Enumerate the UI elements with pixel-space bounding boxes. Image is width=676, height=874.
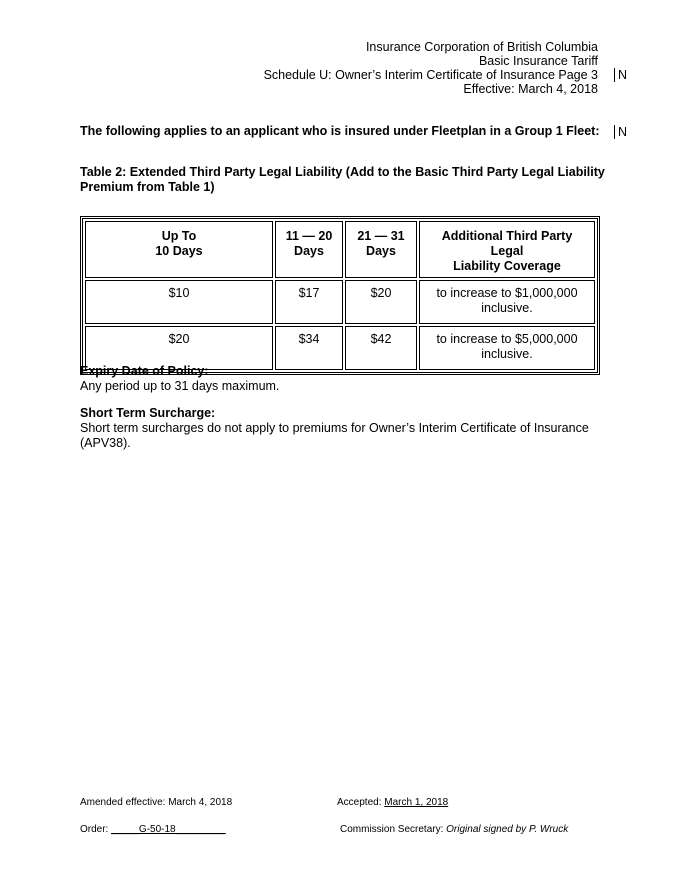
- column-header: Up To 10 Days: [85, 221, 273, 278]
- table-cell: to increase to $5,000,000 inclusive.: [419, 326, 595, 370]
- commission-signature: Original signed by P. Wruck: [446, 824, 569, 835]
- column-header: Additional Third Party Legal Liability Coverage: [419, 221, 595, 278]
- liability-table: [80, 216, 600, 375]
- expiry-section: [80, 364, 600, 394]
- table-header-row: [85, 221, 595, 278]
- commission-label: Commission Secretary:: [340, 824, 444, 835]
- commission-line: [340, 824, 568, 835]
- table-cell: $34: [275, 326, 343, 370]
- table-cell: $10: [85, 280, 273, 324]
- accepted-label: Accepted:: [337, 797, 382, 808]
- table-cell: $20: [345, 280, 417, 324]
- document-header: [264, 40, 598, 96]
- table-row: [85, 280, 595, 324]
- margin-mark-new: N: [614, 68, 627, 82]
- surcharge-heading: Short Term Surcharge:: [80, 406, 216, 420]
- order-label: Order:: [80, 824, 109, 835]
- intro-statement: The following applies to an applicant who is insured under Fleetplan in a Group 1 Fleet:: [80, 124, 600, 138]
- table-cell: to increase to $1,000,000 inclusive.: [419, 280, 595, 324]
- column-header: 21 — 31 Days: [345, 221, 417, 278]
- surcharge-text: Short term surcharges do not apply to premiums for Owner’s Interim Certificate of Insurance (APV38).: [80, 421, 589, 450]
- accepted-date: March 1, 2018: [384, 797, 449, 808]
- table-cell: $17: [275, 280, 343, 324]
- margin-mark-new: N: [614, 125, 627, 139]
- accepted-line: [337, 797, 448, 808]
- header-org: Insurance Corporation of British Columbia: [365, 40, 598, 54]
- expiry-heading: Expiry Date of Policy:: [80, 364, 209, 378]
- amended-effective: Amended effective: March 4, 2018: [80, 797, 233, 808]
- order-number: _____G-50-18_________: [111, 824, 226, 835]
- expiry-text: Any period up to 31 days maximum.: [80, 379, 280, 393]
- header-tariff: Basic Insurance Tariff: [478, 54, 598, 68]
- header-schedule: Schedule U: Owner’s Interim Certificate of Insurance Page 3: [263, 68, 598, 82]
- column-header: 11 — 20 Days: [275, 221, 343, 278]
- surcharge-section: [80, 406, 600, 451]
- table-cell: $20: [85, 326, 273, 370]
- order-line: [80, 824, 226, 835]
- header-effective: Effective: March 4, 2018: [463, 82, 598, 96]
- table-title: Table 2: Extended Third Party Legal Liability (Add to the Basic Third Party Legal Liability Premium from Table 1): [80, 165, 605, 194]
- table-cell: $42: [345, 326, 417, 370]
